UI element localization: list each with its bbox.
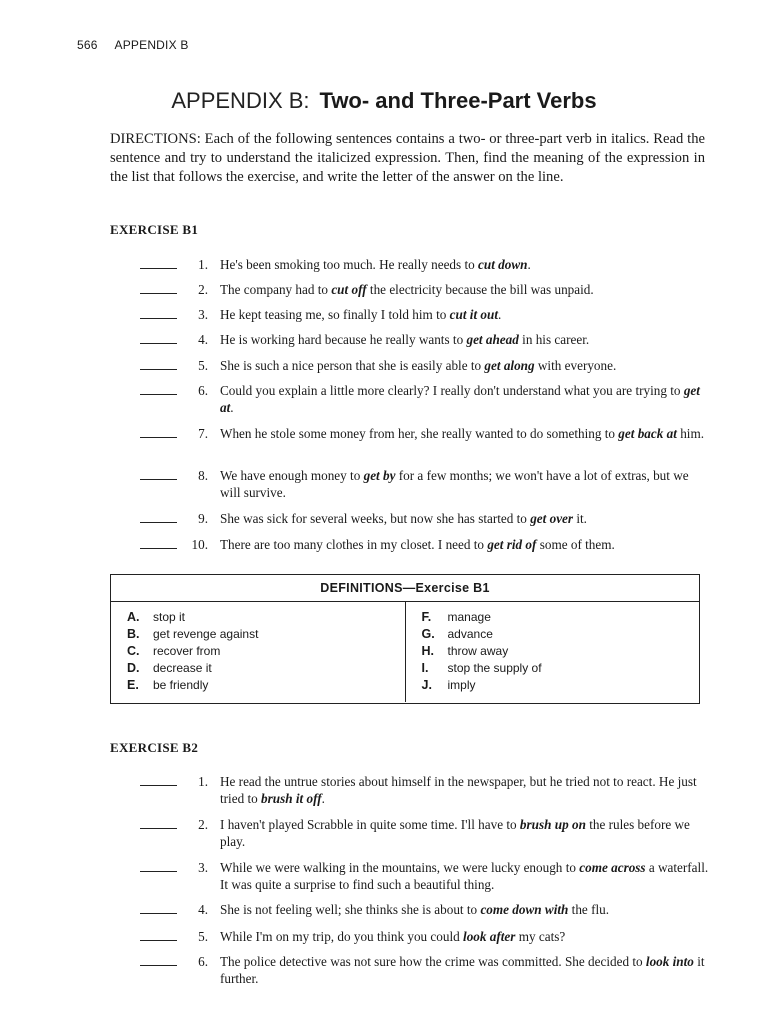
item-sentence: The company had to cut off the electricity because the bill was unpaid. [220,282,594,297]
definition-text: throw away [447,644,509,658]
exercise-b2-item [140,773,710,807]
item-sentence: He's been smoking too much. He really needs to cut down. [220,257,531,272]
verb-phrase: get back at [618,426,677,441]
item-number: 3. [198,307,208,322]
verb-phrase: get ahead [466,332,519,347]
answer-blank[interactable] [140,773,177,786]
verb-phrase: get by [363,468,396,483]
item-sentence: We have enough money to get by for a few months; we won't have a lot of extras, but we will survive. [220,468,689,500]
item-number: 6. [198,954,208,969]
definition-row [422,660,700,677]
definition-row [422,677,700,694]
item-number: 5. [198,358,208,373]
verb-phrase: brush it off [261,791,322,806]
definition-row [422,643,700,660]
verb-phrase: look after [463,929,516,944]
item-sentence: She is not feeling well; she thinks she is about to come down with the flu. [220,902,610,917]
definition-row [127,609,405,626]
section-label: APPENDIX B [114,38,189,52]
definition-text: advance [447,627,493,641]
page-number: 566 [77,38,98,52]
definition-letter: C. [127,644,140,658]
definition-row [127,643,405,660]
exercise-b1-item [140,425,710,442]
title-prefix: APPENDIX B: [171,88,310,113]
item-number: 6. [198,383,208,398]
definition-text: stop the supply of [447,661,542,675]
running-head [77,38,189,52]
definitions-box [110,574,700,704]
exercise-b1-item [140,281,710,298]
item-sentence: While we were walking in the mountains, we were lucky enough to come across a waterfall. It was quite a surprise to find such a beautiful thing. [220,860,709,892]
definition-letter: A. [127,610,140,624]
item-sentence: There are too many clothes in my closet. I need to get rid of some of them. [220,537,615,552]
definition-letter: I. [421,661,429,675]
exercise-b2-item [140,901,710,918]
answer-blank[interactable] [140,256,177,269]
verb-phrase: look into [645,954,694,969]
item-number: 1. [198,774,208,789]
definition-letter: F. [421,610,432,624]
item-sentence: When he stole some money from her, she really wanted to do something to get back at him. [220,426,705,441]
item-number: 7. [198,426,208,441]
answer-blank[interactable] [140,901,177,914]
item-sentence: She was sick for several weeks, but now she has started to get over it. [220,511,587,526]
answer-blank[interactable] [140,425,177,438]
answer-blank[interactable] [140,859,177,872]
title-main: Two- and Three-Part Verbs [319,88,597,113]
exercise-b2-item [140,859,710,893]
definition-text: manage [447,610,491,624]
exercise-b2-item [140,928,710,945]
definition-text: get revenge against [153,627,259,641]
definition-text: imply [447,678,476,692]
definition-text: recover from [153,644,221,658]
verb-phrase: cut down [478,257,528,272]
exercise-b1-item [140,536,710,553]
exercise-b2-item [140,953,710,987]
exercise-b1-item [140,331,710,348]
exercise-b1-item [140,256,710,273]
item-number: 10. [191,537,208,552]
definition-row [422,626,700,643]
definition-row [127,660,405,677]
definitions-left-column [111,602,406,702]
item-number: 3. [198,860,208,875]
item-number: 4. [198,332,208,347]
answer-blank[interactable] [140,382,177,395]
item-number: 1. [198,257,208,272]
verb-phrase: get rid of [487,537,537,552]
item-sentence: Could you explain a little more clearly? I really don't understand what you are trying to get at. [220,383,700,415]
exercise-b2-heading: EXERCISE B2 [110,740,199,755]
exercise-b1-item [140,357,710,374]
answer-blank[interactable] [140,467,177,480]
definition-text: decrease it [153,661,212,675]
answer-blank[interactable] [140,331,177,344]
verb-phrase: get along [484,358,535,373]
definition-row [127,626,405,643]
answer-blank[interactable] [140,953,177,966]
answer-blank[interactable] [140,510,177,523]
item-number: 2. [198,282,208,297]
item-number: 4. [198,902,208,917]
verb-phrase: come down with [480,902,569,917]
definition-letter: E. [127,678,139,692]
item-number: 9. [198,511,208,526]
verb-phrase: get at [220,383,700,415]
definition-text: stop it [153,610,186,624]
verb-phrase: come across [579,860,646,875]
definition-letter: B. [127,627,140,641]
exercise-b2-item [140,816,710,850]
answer-blank[interactable] [140,816,177,829]
item-number: 2. [198,817,208,832]
definition-row [422,609,700,626]
item-sentence: He kept teasing me, so finally I told him to cut it out. [220,307,502,322]
directions-paragraph: DIRECTIONS: Each of the following sentences contains a two- or three-part verb in italics. Read the sentence and try to understand the italicized expression. Then, find the meaning of the expression in the list that follows the exercise, and write the letter of the answer on the line. [110,131,705,185]
exercise-b1-heading: EXERCISE B1 [110,222,199,237]
verb-phrase: cut it out [449,307,499,322]
item-sentence: The police detective was not sure how the crime was committed. She decided to look into it further. [220,954,705,986]
item-number: 8. [198,468,208,483]
item-sentence: I haven't played Scrabble in quite some time. I'll have to brush up on the rules before we play. [220,817,690,849]
exercise-b1-item [140,382,710,416]
item-sentence: While I'm on my trip, do you think you could look after my cats? [220,929,566,944]
answer-blank[interactable] [140,536,177,549]
exercise-b1-item [140,467,710,501]
exercise-b1-item [140,510,710,527]
definition-text: be friendly [153,678,209,692]
exercise-b1-item [140,306,710,323]
definition-letter: G. [421,627,435,641]
verb-phrase: get over [530,511,574,526]
answer-blank[interactable] [140,928,177,941]
item-sentence: He is working hard because he really wants to get ahead in his career. [220,332,590,347]
page-title [0,88,768,114]
definitions-right-column [406,602,700,702]
answer-blank[interactable] [140,357,177,370]
answer-blank[interactable] [140,306,177,319]
definition-row [127,677,405,694]
answer-blank[interactable] [140,281,177,294]
verb-phrase: cut off [331,282,367,297]
definition-letter: H. [421,644,434,658]
verb-phrase: brush up on [519,817,586,832]
definitions-heading: DEFINITIONS—Exercise B1 [111,575,699,602]
item-number: 5. [198,929,208,944]
definition-letter: D. [127,661,140,675]
item-sentence: She is such a nice person that she is easily able to get along with everyone. [220,358,617,373]
item-sentence: He read the untrue stories about himself in the newspaper, but he tried not to react. He just tried to brush it off. [220,774,697,806]
definition-letter: J. [421,678,432,692]
